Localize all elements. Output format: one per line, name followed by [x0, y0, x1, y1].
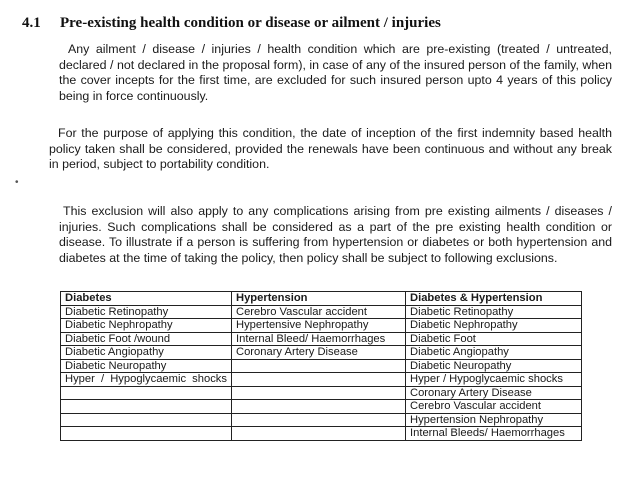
table-cell: Internal Bleeds/ Haemorrhages — [406, 427, 582, 441]
bullet-mark: • — [15, 177, 19, 188]
table-row — [61, 386, 582, 400]
header-diabetes-hypertension: Diabetes & Hypertension — [406, 292, 582, 306]
table-cell: Diabetic Nephropathy — [61, 319, 232, 333]
table-cell — [61, 427, 232, 441]
paragraph-exclusion-period: Any ailment / disease / injuries / health condition which are pre-existing (treated / untreated, declared / not declared in the proposal form), in case of any of the insured person of the family, when the cover incepts for the first time, are excluded for such insured person upto 4 years of this policy being in force continuously. — [59, 42, 612, 103]
table-cell: Coronary Artery Disease — [406, 386, 582, 400]
table-cell: Diabetic Foot — [406, 332, 582, 346]
table-row — [61, 305, 582, 319]
table-cell: Internal Bleed/ Haemorrhages — [232, 332, 406, 346]
table-cell: Diabetic Angiopathy — [61, 346, 232, 360]
table-cell: Diabetic Foot /wound — [61, 332, 232, 346]
table-row — [61, 373, 582, 387]
table-cell: Diabetic Nephropathy — [406, 319, 582, 333]
table-cell — [232, 359, 406, 373]
table-cell: Cerebro Vascular accident — [232, 305, 406, 319]
header-diabetes: Diabetes — [61, 292, 232, 306]
table-cell — [61, 413, 232, 427]
table-row — [61, 332, 582, 346]
table-cell — [232, 413, 406, 427]
table-cell — [61, 386, 232, 400]
exclusions-table — [60, 291, 582, 441]
table-cell — [232, 386, 406, 400]
paragraph-inception-date: For the purpose of applying this condition, the date of inception of the first indemnity based health policy taken shall be considered, provided the renewals have been continuous and without any break in period, subject to portability condition. — [49, 126, 612, 171]
table-row — [61, 400, 582, 414]
table-row — [61, 359, 582, 373]
table-cell: Hyper / Hypoglycaemic shocks — [406, 373, 582, 387]
table-cell: Cerebro Vascular accident — [406, 400, 582, 414]
table-row — [61, 346, 582, 360]
table-cell — [232, 427, 406, 441]
table-header-row — [61, 292, 582, 306]
section-title: Pre-existing health condition or disease or ailment / injuries — [60, 15, 441, 31]
table-row — [61, 319, 582, 333]
paragraph-complications: This exclusion will also apply to any complications arising from pre existing ailments / diseases / injuries. Such complications shall be considered as a part of the pre existing health condition or disease. To illustrate if a person is suffering from hypertension or diabetes or both hypertension and diabetes at the time of taking the policy, then policy shall be subject to following exclusions. — [59, 204, 612, 265]
table-cell: Hyper / Hypoglycaemic shocks — [61, 373, 232, 387]
table-cell: Hypertensive Nephropathy — [232, 319, 406, 333]
table-row — [61, 413, 582, 427]
table-cell: Diabetic Neuropathy — [406, 359, 582, 373]
table-row — [61, 427, 582, 441]
table-cell: Coronary Artery Disease — [232, 346, 406, 360]
table-cell: Diabetic Retinopathy — [406, 305, 582, 319]
table-cell — [61, 400, 232, 414]
header-hypertension: Hypertension — [232, 292, 406, 306]
table-cell — [232, 373, 406, 387]
section-number: 4.1 — [22, 15, 41, 31]
table-cell — [232, 400, 406, 414]
section-heading — [22, 15, 441, 32]
table-cell: Diabetic Angiopathy — [406, 346, 582, 360]
table-cell: Hypertension Nephropathy — [406, 413, 582, 427]
table-cell: Diabetic Retinopathy — [61, 305, 232, 319]
table-cell: Diabetic Neuropathy — [61, 359, 232, 373]
